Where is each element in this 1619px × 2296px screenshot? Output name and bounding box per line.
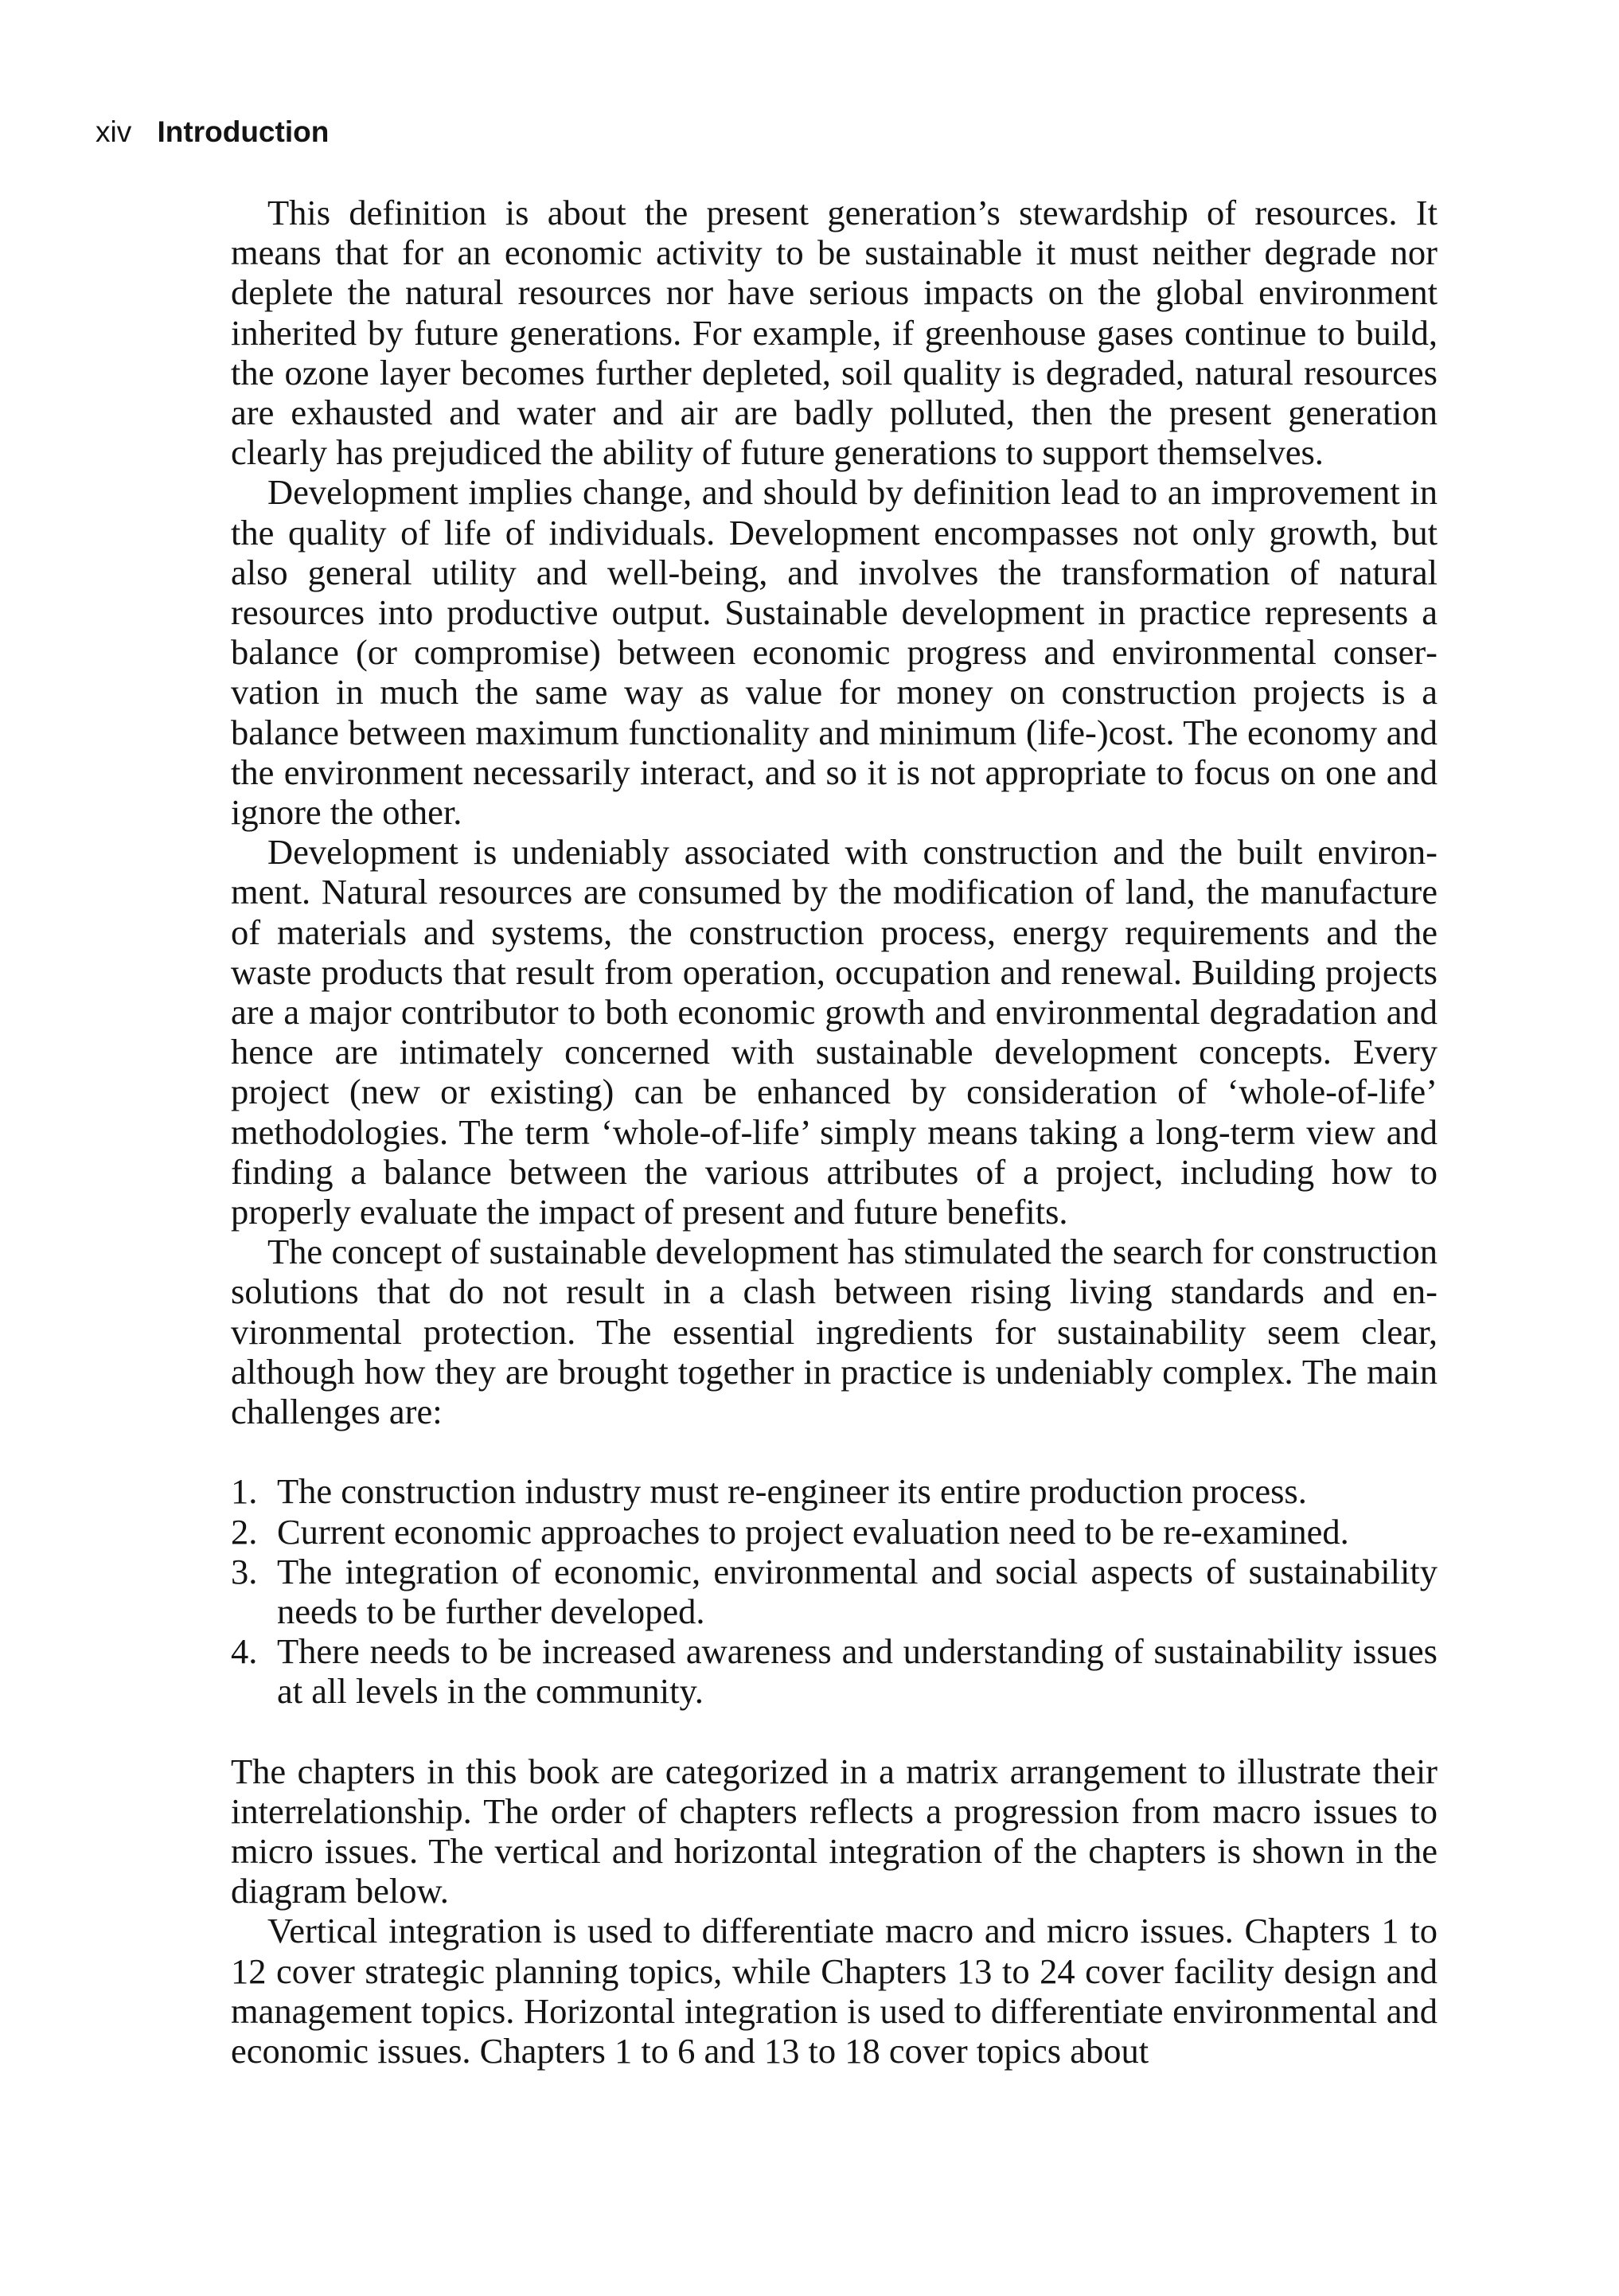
- list-item-text: The construction industry must re-engineer its entire production process.: [277, 1471, 1307, 1512]
- running-header: [96, 113, 329, 151]
- list-item-text: The integration of economic, environmental and social aspects of sustainability needs to be further developed.: [277, 1551, 1438, 1631]
- paragraph-built-environment: Development is undeniably associated with construction and the built environment. Natural resources are consumed by the modification of land, the manufacture of materials and systems, the construction process, energy requirements and the waste products that result from operation, occupation and renewal. Building projects are a major contributor to both economic growth and environmental degradation and hence are intimately concerned with sustainable development concepts. Every project (new or existing) can be enhanced by consideration of ‘whole-of-life’ methodologies. The term ‘whole-of-life’ simply means taking a long-term view and finding a balance between the various attributes of a project, including how to properly evaluate the impact of present and future benefits.: [231, 832, 1438, 1232]
- paragraph-vertical-integration: Vertical integration is used to differentiate macro and micro issues. Chapters 1 to 12 cover strategic planning topics, while Chapters 13 to 24 cover facility design and management topics. Horizontal integration is used to differentiate environmental and economic issues. Chapters 1 to 6 and 13 to 18 cover topics about: [231, 1911, 1438, 2071]
- list-item: [231, 1471, 1438, 1511]
- list-item-number: 4.: [231, 1631, 258, 1672]
- paragraph-development-change: Development implies change, and should by definition lead to an improvement in the quality of life of individuals. Development encompasses not only growth, but also general utility and well-being, and involves the transformation of natural resources into productive output. Sustainable development in practice represents a balance (or compromise) between economic progress and environmental conservation in much the same way as value for money on construction projects is a balance between maximum functionality and minimum (life-)cost. The economy and the environment necessarily interact, and so it is not appropriate to focus on one and ignore the other.: [231, 472, 1438, 833]
- list-item-text: There needs to be increased awareness and understanding of sustainability issues at all levels in the community.: [277, 1631, 1438, 1712]
- section-title: Introduction: [157, 115, 330, 148]
- list-item: [231, 1512, 1438, 1552]
- paragraph-chapter-matrix: The chapters in this book are categorized in a matrix arrangement to illustrate their interrelationship. The order of chapters reflects a progression from macro issues to micro issues. The vertical and horizontal integration of the chapters is shown in the diagram below.: [231, 1751, 1438, 1911]
- paragraph-main-challenges: The concept of sustainable development has stimulated the search for construction solutions that do not result in a clash between rising living standards and environmental protection. The essential ingredients for sustainability seem clear, although how they are brought together in practice is undeniably complex. The main challenges are:: [231, 1232, 1438, 1432]
- list-item: [231, 1552, 1438, 1631]
- challenges-list: [231, 1471, 1438, 1711]
- list-item-number: 3.: [231, 1551, 258, 1591]
- list-item-text: Current economic approaches to project evaluation need to be re-examined.: [277, 1511, 1349, 1552]
- list-item-number: 1.: [231, 1471, 258, 1512]
- paragraph-stewardship: This definition is about the present generation’s stewardship of resources. It means that for an economic activity to be sustainable it must neither degrade nor deplete the natural resources nor have serious impacts on the global environment inherited by future generations. For example, if greenhouse gases continue to build, the ozone layer becomes further depleted, soil quality is degraded, natural resources are exhausted and water and air are badly polluted, then the present generation clearly has prejudiced the ability of future generations to support themselves.: [231, 193, 1438, 473]
- list-item: [231, 1631, 1438, 1711]
- page-number: xiv: [96, 115, 132, 148]
- list-item-number: 2.: [231, 1511, 258, 1552]
- body-text: [231, 193, 1438, 2071]
